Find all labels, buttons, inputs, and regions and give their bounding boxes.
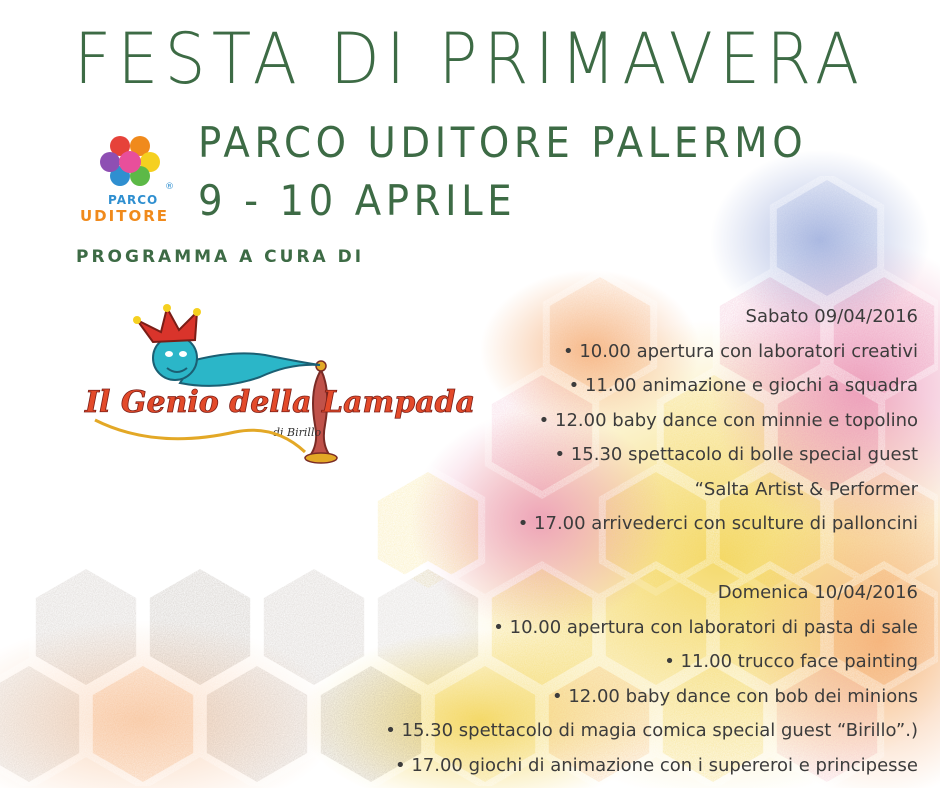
saturday-item: • 12.00 baby dance con minnie e topolino: [538, 409, 918, 431]
sunday-heading: Domenica 10/04/2016: [717, 582, 918, 603]
curated-by-label: PROGRAMMA A CURA DI: [76, 247, 365, 267]
sunday-item: • 11.00 trucco face painting: [664, 651, 918, 672]
sunday-item: • 10.00 apertura con laboratori di pasta di sale: [493, 616, 918, 638]
event-program: [158, 300, 918, 783]
decorative-hexagon: [32, 565, 139, 689]
park-logo-label-top: PARCO: [108, 193, 159, 207]
svg-text:di Birillo: di Birillo: [273, 426, 322, 439]
event-title: FESTA DI PRIMAVERA: [74, 18, 866, 100]
saturday-heading: Sabato 09/04/2016: [745, 306, 918, 327]
svg-text:Il Genio della Lampada: Il Genio della Lampada: [85, 385, 476, 420]
park-logo-label-bottom: UDITORE: [80, 207, 169, 225]
sunday-item: • 17.00 giochi di animazione con i supereroi e principesse: [394, 754, 918, 776]
saturday-item: • 11.00 animazione e giochi a squadra: [568, 375, 918, 396]
saturday-item: • 15.30 spettacolo di bolle special guest: [554, 444, 918, 465]
program-spacer: [158, 542, 918, 577]
saturday-item: “Salta Artist & Performer: [694, 478, 918, 500]
saturday-item: • 17.00 arrivederci con sculture di palloncini: [517, 513, 918, 534]
sunday-item: • 12.00 baby dance con bob dei minions: [552, 685, 918, 707]
sunday-item: • 15.30 spettacolo di magia comica special guest “Birillo”.): [385, 720, 918, 741]
registered-mark: ®: [165, 182, 174, 192]
event-dates: 9 - 10 APRILE: [198, 176, 517, 225]
event-location: PARCO UDITORE PALERMO: [198, 118, 808, 167]
saturday-item: • 10.00 apertura con laboratori creativi: [563, 340, 918, 362]
